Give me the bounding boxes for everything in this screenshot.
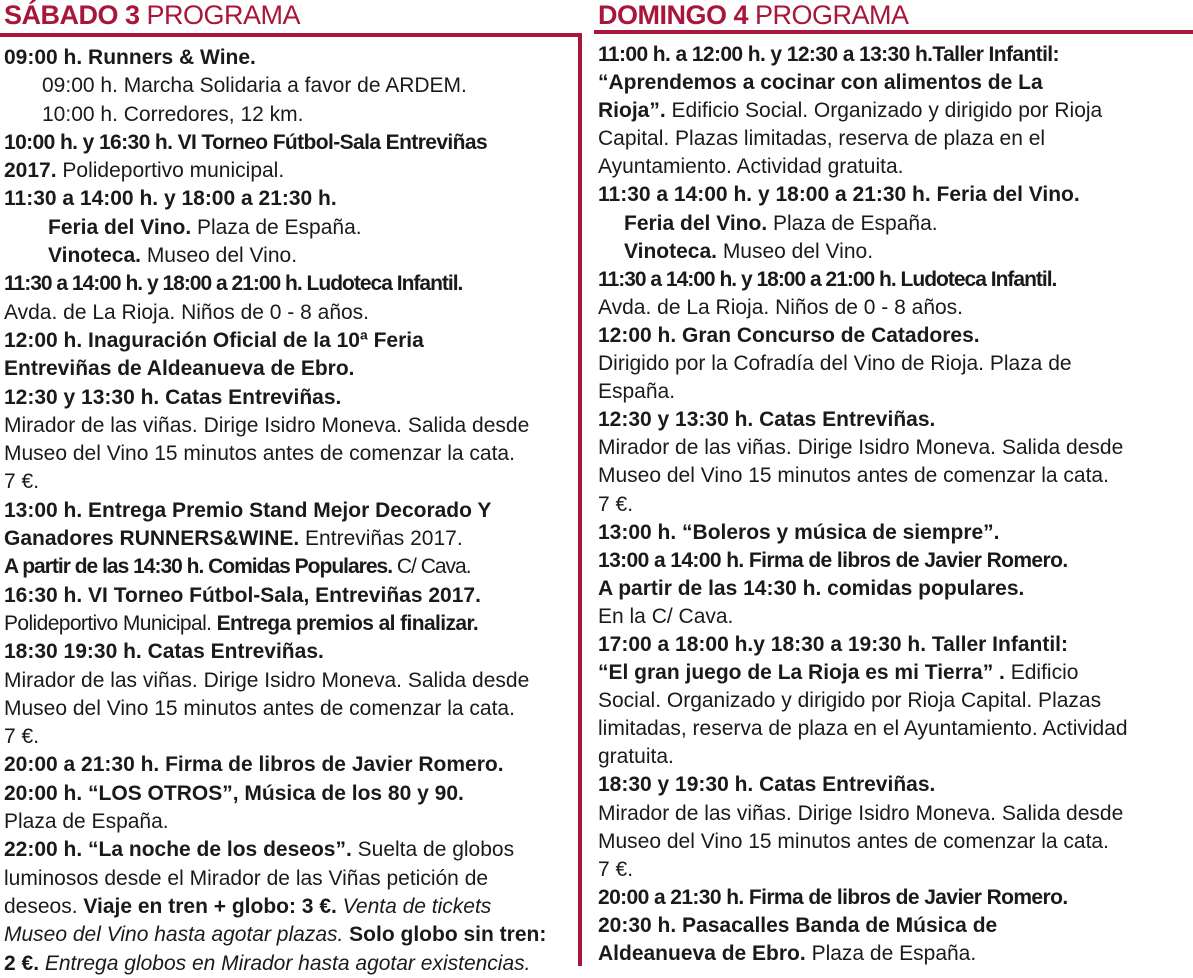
saturday-program-line (4, 582, 576, 610)
sunday-program-line (598, 266, 1187, 294)
event-detail-text: Plaza de España. (4, 810, 169, 834)
sunday-program-line (598, 912, 1187, 940)
event-detail-text: Museo del Vino 15 minutos antes de comenzar la cata. (598, 464, 1109, 488)
event-heading-text: 12:30 y 13:30 h. Catas Entreviñas. (4, 385, 342, 409)
sunday-program-line (598, 771, 1187, 799)
event-heading-text: 13:00 h. Entrega Premio Stand Mejor Decorado Y (4, 498, 492, 522)
event-heading-text: 11:30 a 14:00 h. y 18:00 a 21:30 h. Feria del Vino. (598, 183, 1080, 207)
event-detail-text: 10:00 h. Corredores, 12 km. (42, 102, 304, 126)
event-detail-text: 7 €. (598, 857, 634, 881)
event-heading-text: 2017. (4, 159, 57, 183)
event-heading-text: Vinoteca. (624, 239, 717, 263)
event-heading-text: Vinoteca. (48, 244, 141, 268)
sunday-program-line (598, 743, 1187, 771)
saturday-program-line (4, 101, 576, 129)
sunday-heading-day: DOMINGO 4 (598, 0, 749, 30)
event-detail-text: Social. Organizado y dirigido por Rioja Capital. Plazas (598, 689, 1102, 713)
saturday-heading (4, 0, 300, 30)
saturday-program-line (4, 865, 576, 893)
event-heading-text: Ganadores RUNNERS&WINE. (4, 527, 300, 551)
event-detail-text: Museo del Vino 15 minutos antes de comenzar la cata. (4, 442, 515, 466)
event-heading-text: 12:00 h. Inaguración Oficial de la 10ª Feria (4, 328, 424, 352)
sunday-program-line (598, 687, 1187, 715)
sunday-program-line (598, 378, 1187, 406)
event-detail-text: Mirador de las viñas. Dirige Isidro Moneva. Salida desde (598, 436, 1124, 460)
saturday-program-line (4, 185, 576, 213)
event-heading-text: 12:00 h. Gran Concurso de Catadores. (598, 323, 980, 347)
event-heading-text: 18:30 19:30 h. Catas Entreviñas. (4, 640, 324, 664)
event-detail-text: Polideportivo municipal. (56, 159, 285, 183)
event-highlight-text: Entrega premios al finalizar. (216, 611, 479, 635)
sunday-column (580, 0, 1193, 966)
sunday-heading-rule (594, 30, 1193, 34)
saturday-program-line (4, 468, 576, 496)
saturday-column (0, 0, 580, 975)
saturday-program-line (4, 780, 576, 808)
sunday-program-line (598, 884, 1187, 912)
event-highlight-text: Viaje en tren + globo: 3 €. (83, 894, 337, 918)
event-detail-text: Suelta de globos (351, 838, 515, 862)
sunday-program-line (598, 828, 1187, 856)
sunday-program-line (598, 406, 1187, 434)
event-heading-text: Entreviñas de Aldeanueva de Ebro. (4, 357, 355, 381)
event-heading-text: 11:30 a 14:00 h. y 18:00 a 21:00 h. Ludoteca Infantil. (598, 267, 1057, 291)
event-note-text: Venta de tickets (336, 894, 492, 918)
saturday-program-line (4, 667, 576, 695)
event-detail-text: limitadas, reserva de plaza en el Ayuntamiento. Actividad (598, 717, 1128, 741)
saturday-program-line (4, 723, 576, 751)
event-detail-text: España. (598, 380, 676, 404)
sunday-program-line (598, 322, 1187, 350)
event-heading-text: Aldeanueva de Ebro. (598, 942, 806, 965)
event-heading-text: “El gran juego de La Rioja es mi Tierra” . (598, 661, 1005, 685)
sunday-program-line (598, 575, 1187, 603)
event-heading-text: 10:00 h. y 16:30 h. VI Torneo Fútbol-Sala Entreviñas (4, 130, 488, 154)
event-heading-text: 13:00 a 14:00 h. Firma de libros de Javier Romero. (598, 548, 1068, 572)
event-detail-text: luminosos desde el Mirador de las Viñas petición de (4, 866, 489, 890)
saturday-program-line (4, 525, 576, 553)
event-detail-text: Dirigido por la Cofradía del Vino de Rioja. Plaza de (598, 352, 1072, 376)
event-detail-text: Mirador de las viñas. Dirige Isidro Moneva. Salida desde (598, 801, 1124, 825)
sunday-program-line (598, 181, 1187, 209)
saturday-program-line (4, 440, 576, 468)
event-heading-text: 09:00 h. Runners & Wine. (4, 46, 256, 69)
event-detail-text: En la C/ Cava. (598, 604, 734, 628)
saturday-program-line (4, 214, 576, 242)
sunday-program-line (598, 462, 1187, 490)
sunday-program-line (598, 238, 1187, 266)
event-heading-text: 20:30 h. Pasacalles Banda de Música de (598, 913, 998, 937)
event-heading-text: Feria del Vino. (48, 215, 192, 239)
sunday-program-line (598, 153, 1187, 181)
saturday-event-list (4, 44, 576, 978)
event-detail-text: deseos. (4, 894, 84, 918)
event-heading-text: “Aprendemos a cocinar con alimentos de La (598, 71, 1043, 95)
event-detail-text: Mirador de las viñas. Dirige Isidro Moneva. Salida desde (4, 668, 530, 692)
sunday-program-line (598, 659, 1187, 687)
event-detail-text: Museo del Vino. (140, 244, 298, 268)
event-detail-text: 7 €. (4, 725, 40, 749)
event-heading-text: 11:30 a 14:00 h. y 18:00 a 21:00 h. Ludoteca Infantil. (4, 272, 463, 296)
saturday-program-line (4, 129, 576, 157)
event-detail-text: 09:00 h. Marcha Solidaria a favor de ARDEM. (42, 74, 467, 98)
event-heading-text: 17:00 a 18:00 h.y 18:30 a 19:30 h. Taller Infantil: (598, 632, 1068, 656)
event-highlight-text: Solo globo sin tren: (343, 923, 547, 947)
event-heading-text: 2 €. (4, 951, 40, 975)
sunday-program-line (598, 41, 1187, 69)
saturday-program-line (4, 412, 576, 440)
event-detail-text: Museo del Vino 15 minutos antes de comenzar la cata. (4, 696, 515, 720)
event-heading-text: 13:00 h. “Boleros y música de siempre”. (598, 520, 1000, 544)
sunday-program-line (598, 519, 1187, 547)
event-detail-text: 7 €. (598, 492, 634, 516)
event-detail-text: Edificio (1004, 661, 1079, 685)
saturday-program-line (4, 553, 576, 581)
sunday-program-line (598, 547, 1187, 575)
saturday-program-line (4, 270, 576, 298)
sunday-program-line (598, 491, 1187, 519)
event-heading-text: 20:00 a 21:30 h. Firma de libros de Javier Romero. (598, 885, 1068, 909)
sunday-heading (598, 0, 909, 30)
saturday-program-line (4, 921, 576, 949)
saturday-program-line (4, 355, 576, 383)
saturday-program-line (4, 44, 576, 72)
saturday-program-line (4, 751, 576, 779)
saturday-program-line (4, 299, 576, 327)
sunday-program-line (598, 69, 1187, 97)
event-detail-text: Avda. de La Rioja. Niños de 0 - 8 años. (4, 300, 370, 324)
event-detail-text: Ayuntamiento. Actividad gratuita. (598, 155, 904, 179)
event-detail-text: Museo del Vino 15 minutos antes de comenzar la cata. (598, 829, 1109, 853)
sunday-program-line (598, 350, 1187, 378)
sunday-program-line (598, 603, 1187, 631)
event-heading-text: Feria del Vino. (624, 211, 768, 235)
event-detail-text: Plaza de España. (191, 215, 362, 239)
event-heading-text: 20:00 a 21:30 h. Firma de libros de Javier Romero. (4, 753, 504, 777)
event-heading-text: 12:30 y 13:30 h. Catas Entreviñas. (598, 408, 936, 432)
event-detail-text: C/ Cava. (392, 555, 471, 579)
sunday-program-line (598, 125, 1187, 153)
event-detail-text: gratuita. (598, 745, 674, 769)
event-heading-text: Rioja”. (598, 99, 666, 123)
event-heading-text: 16:30 h. VI Torneo Fútbol-Sala, Entreviñas 2017. (4, 583, 481, 607)
sunday-program-line (598, 434, 1187, 462)
sunday-program-line (598, 940, 1187, 968)
event-note-text: Museo del Vino hasta agotar plazas. (4, 923, 344, 947)
event-detail-text: Edificio Social. Organizado y dirigido por Rioja (665, 99, 1103, 123)
saturday-program-line (4, 808, 576, 836)
sunday-program-line (598, 210, 1187, 238)
saturday-program-line (4, 610, 576, 638)
event-detail-text: Capital. Plazas limitadas, reserva de plaza en el (598, 127, 1046, 151)
saturday-program-line (4, 950, 576, 978)
saturday-program-line (4, 384, 576, 412)
saturday-program-line (4, 327, 576, 355)
saturday-program-line (4, 893, 576, 921)
sunday-event-list (598, 41, 1187, 968)
saturday-program-line (4, 638, 576, 666)
event-heading-text: 11:30 a 14:00 h. y 18:00 a 21:30 h. (4, 187, 337, 211)
sunday-program-line (598, 800, 1187, 828)
event-heading-text: 22:00 h. “La noche de los deseos”. (4, 838, 352, 862)
event-heading-text: 11:00 h. a 12:00 h. y 12:30 a 13:30 h.Taller Infantil: (598, 43, 1059, 66)
event-detail-text: Mirador de las viñas. Dirige Isidro Moneva. Salida desde (4, 413, 530, 437)
event-detail-text: Avda. de La Rioja. Niños de 0 - 8 años. (598, 295, 964, 319)
sunday-program-line (598, 715, 1187, 743)
event-detail-text: Plaza de España. (805, 942, 977, 965)
event-heading-text: A partir de las 14:30 h. Comidas Populares. (4, 555, 393, 579)
saturday-program-line (4, 497, 576, 525)
saturday-program-line (4, 836, 576, 864)
event-detail-text: Plaza de España. (767, 211, 938, 235)
event-heading-text: A partir de las 14:30 h. comidas populares. (598, 576, 1025, 600)
event-detail-text: 7 €. (4, 470, 40, 494)
saturday-heading-rule (0, 33, 582, 37)
event-heading-text: 18:30 y 19:30 h. Catas Entreviñas. (598, 773, 936, 797)
saturday-program-line (4, 72, 576, 100)
saturday-heading-day: SÁBADO 3 (4, 0, 140, 30)
sunday-program-line (598, 631, 1187, 659)
sunday-heading-label: PROGRAMA (748, 0, 909, 30)
sunday-program-line (598, 97, 1187, 125)
saturday-program-line (4, 242, 576, 270)
event-heading-text: 20:00 h. “LOS OTROS”, Música de los 80 y 90. (4, 781, 464, 805)
event-detail-text: Polideportivo Municipal. (4, 611, 217, 635)
event-note-text: Entrega globos en Mirador hasta agotar existencias. (39, 951, 531, 975)
saturday-heading-label: PROGRAMA (139, 0, 301, 30)
event-detail-text: Entreviñas 2017. (299, 527, 463, 551)
sunday-program-line (598, 294, 1187, 322)
sunday-program-line (598, 856, 1187, 884)
saturday-program-line (4, 157, 576, 185)
event-detail-text: Museo del Vino. (716, 239, 874, 263)
saturday-program-line (4, 695, 576, 723)
